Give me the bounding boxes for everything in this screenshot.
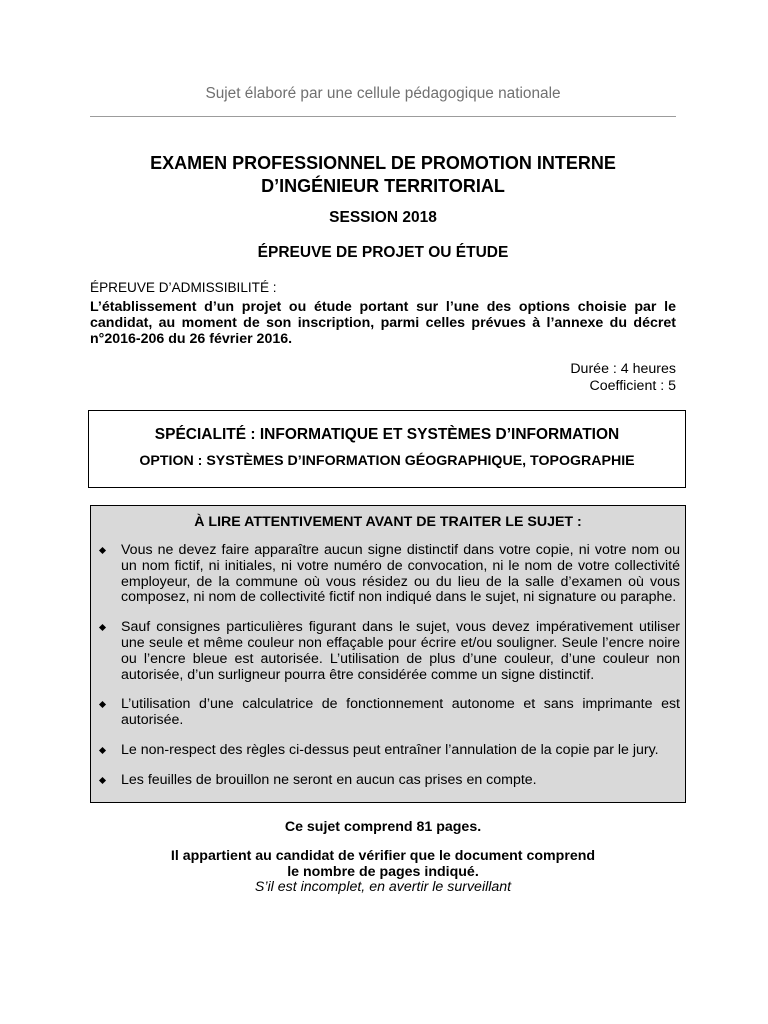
instruction-line: Vous ne devez faire apparaître aucun signe distinctif dans votre copie, ni votre nom ou — [121, 542, 680, 558]
verification-line: Il appartient au candidat de vérifier que le document comprend — [170, 848, 596, 864]
exam-title-line-2: D’INGÉNIEUR TERRITORIAL — [261, 176, 505, 196]
instruction-item — [91, 620, 680, 683]
admissibilite-label: ÉPREUVE D’ADMISSIBILITÉ : — [90, 280, 277, 295]
instruction-item — [91, 543, 680, 606]
verification-line: le nombre de pages indiqué. — [287, 863, 479, 880]
instruction-line: un nom fictif, ni initiales, ni votre numéro de convocation, ni le nom de votre collectivité — [121, 557, 680, 574]
instructions-title: À LIRE ATTENTIVEMENT AVANT DE TRAITER LE SUJET : — [194, 514, 582, 530]
coefficient-text: Coefficient : 5 — [589, 378, 676, 394]
instructions-box — [90, 505, 686, 803]
admissibilite-description — [90, 299, 676, 347]
option-text: OPTION : SYSTÈMES D’INFORMATION GÉOGRAPHIQUE, TOPOGRAPHIE — [139, 453, 635, 469]
exam-title — [90, 152, 676, 198]
instruction-line: Le non-respect des règles ci-dessus peut entraîner l’annulation de la copie par le jury. — [121, 741, 659, 758]
incomplete-warning: S’il est incomplet, en avertir le surveillant — [254, 879, 512, 895]
instruction-line: autorisée. — [121, 712, 184, 729]
instruction-line: Sauf consignes particulières figurant dans le sujet, vous devez impérativement utiliser — [121, 619, 680, 636]
instructions-list — [91, 543, 685, 803]
instruction-line: autorisée, d’un surligneur pourra être considérée comme un signe distinctif. — [121, 666, 595, 683]
instruction-item — [91, 697, 680, 729]
page-count-statement: Ce sujet comprend 81 pages. — [284, 819, 482, 835]
instruction-line: employeur, de la commune où vous résidez ou du lieu de la salle d’examen où vous — [121, 573, 680, 590]
diamond-bullet-icon — [99, 777, 106, 784]
admissibilite-description-line: candidat, au moment de son inscription, parmi celles prévues à l’annexe du décret — [90, 315, 676, 331]
verification-notice — [90, 849, 676, 896]
duration-coefficient — [90, 361, 676, 395]
instruction-line: composez, ni nom de collectivité fictif non indiqué dans le sujet, ni signature ou paraphe. — [121, 589, 677, 606]
duration-text: Durée : 4 heures — [570, 361, 676, 377]
admissibilite-description-line: n°2016-206 du 26 février 2016. — [90, 331, 293, 347]
diamond-bullet-icon — [99, 747, 106, 754]
header-divider — [90, 116, 676, 117]
diamond-bullet-icon — [99, 547, 106, 554]
instruction-item — [91, 743, 680, 759]
exam-title-line-1: EXAMEN PROFESSIONNEL DE PROMOTION INTERNE — [150, 153, 616, 173]
session-label: SESSION 2018 — [329, 209, 437, 226]
epreuve-title: ÉPREUVE DE PROJET OU ÉTUDE — [257, 244, 509, 261]
diamond-bullet-icon — [99, 624, 106, 631]
instruction-line: L’utilisation d’une calculatrice de fonctionnement autonome et sans imprimante est — [121, 696, 680, 713]
admissibilite-description-line: L’établissement d’un projet ou étude portant sur l’une des options choisie par le — [90, 299, 676, 315]
instruction-line: une seule et même couleur non effaçable pour écrire et/ou souligner. Seule l’encre noire — [121, 634, 680, 651]
speciality-text: SPÉCIALITÉ : INFORMATIQUE ET SYSTÈMES D’INFORMATION — [154, 426, 620, 443]
instruction-item — [91, 773, 680, 789]
instruction-line: ou l’encre bleue est autorisée. L’utilisation de plus d’une couleur, d’une couleur non — [121, 650, 680, 667]
speciality-box — [88, 410, 686, 488]
diamond-bullet-icon — [99, 701, 106, 708]
instruction-line: Les feuilles de brouillon ne seront en aucun cas prises en compte. — [121, 771, 537, 788]
header-subtitle: Sujet élaboré par une cellule pédagogique nationale — [205, 85, 561, 102]
